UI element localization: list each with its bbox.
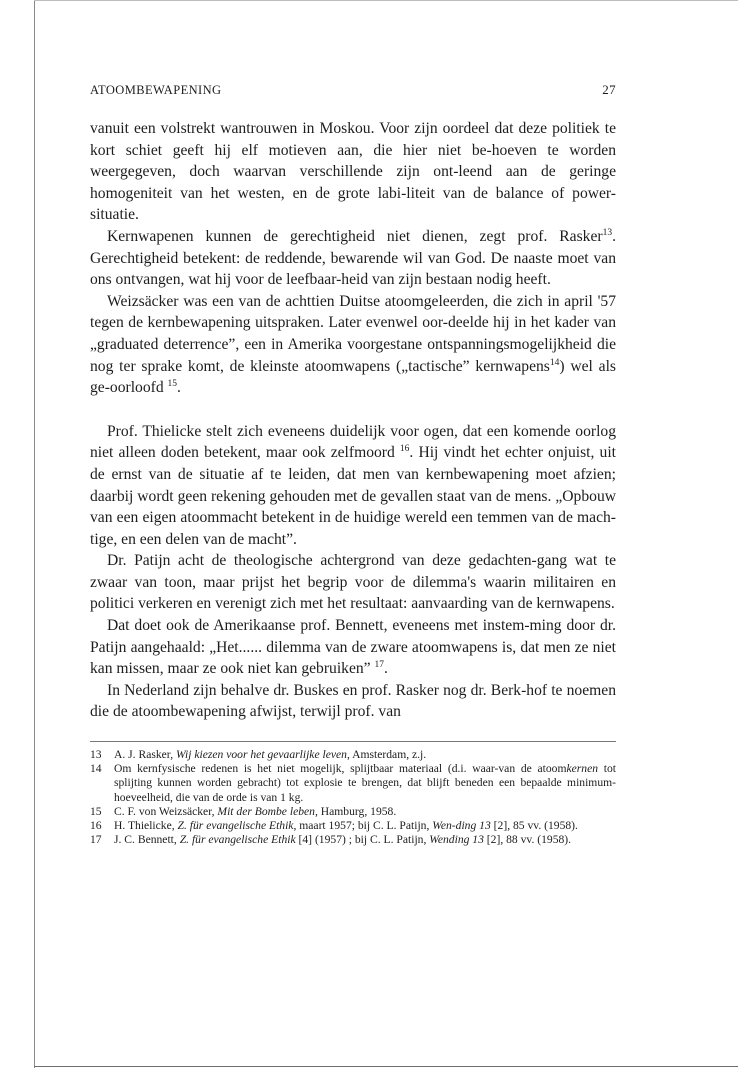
footnote-author: J. C. Bennett, (114, 833, 180, 847)
footnote-16 (90, 819, 616, 833)
paragraph-4 (90, 421, 616, 551)
footnote-divider (90, 741, 616, 742)
footnote-number: 16 (90, 819, 102, 833)
footnote-rest: [2], 88 vv. (1958). (483, 833, 572, 847)
paragraph-4-text-b: . Hij vindt het echter onjuist, uit de ernst van de situatie af te leiden, dat men van kernbewapening moet afzien; daarbij wordt geen rekening gehouden met de gevallen staat van de mens. „Opbouw van een eigen atoommacht betekent in de huidige wereld een temmen van de mach-tige, en een delen van de macht”. (90, 444, 616, 548)
footnote-14 (90, 762, 616, 805)
footnote-mid: [4] (1957) ; bij C. L. Patijn, (295, 833, 430, 847)
footnote-author: C. F. von Weizsäcker, (114, 804, 218, 818)
footnote-text (114, 805, 616, 819)
footnote-text (114, 833, 616, 847)
paragraph-2 (90, 226, 616, 291)
paragraph-6 (90, 615, 616, 680)
footnote-title-2: Wen-ding 13 (432, 819, 491, 833)
paragraph-3-text-a: Weizsäcker was een van de achttien Duitse atoomgeleerden, die zich in april '57 tegen de kernbewapening uitspraken. Later evenwel oor-deelde hij in het kader van „graduated deterrence”, een in Amerika voorgestane ontspanningsmogelijkheid die nog ter sprake komt, de kleinste atoomwapens („tactische” kernwapens (90, 292, 616, 375)
footnote-author: H. Thielicke, (114, 819, 178, 833)
paragraph-3-text-b: ) wel als ge-oorloofd (90, 357, 616, 397)
footnote-title: Z. für evangelische Ethik (177, 819, 294, 833)
scan-edge-left (34, 0, 35, 1068)
footnote-title-2: Wending 13 (429, 833, 484, 847)
page-number: 27 (602, 82, 616, 97)
footnote-text-b: tot splijting kunnen worden gebracht) tot explosie te brengen, dat blijft beneden een bepaalde minimum-hoeveelheid, die van de orde is van 1 kg. (114, 762, 617, 804)
footnote-number: 17 (90, 833, 102, 847)
paragraph-6-text-b: . (384, 660, 388, 678)
footnote-emphasis: kernen (566, 762, 599, 776)
footnote-number: 14 (90, 762, 102, 776)
footnote-ref-14[interactable]: 14 (549, 357, 560, 368)
footnotes (90, 748, 616, 847)
footnote-ref-17[interactable]: 17 (374, 660, 384, 671)
footnote-15 (90, 805, 616, 819)
footnote-17 (90, 833, 616, 847)
paragraph-6-text-a: Dat doet ook de Amerikaanse prof. Bennett, eveneens met instem-ming door dr. Patijn aangehaald: „Het...... dilemma van de zware atoomwapens is, dat men ze niet kan missen, maar ze ook niet kan gebruiken” (90, 617, 616, 678)
footnote-text (114, 762, 616, 805)
paragraph-2-text-a: Kernwapenen kunnen de gerechtigheid niet dienen, zegt prof. Rasker (107, 227, 603, 245)
paragraph-5: Dr. Patijn acht de theologische achtergrond van deze gedachten-gang wat te zwaar van toon, maar prijst het begrip voor de dilemma's waarin militairen en politici verkeren en verenigt zich met het resultaat: aanvaarding van de kernwapens. (90, 552, 616, 613)
footnote-number: 13 (90, 748, 102, 762)
running-header (90, 82, 616, 102)
paragraph-1: vanuit een volstrekt wantrouwen in Moskou. Voor zijn oordeel dat deze politiek te kort schiet geeft hij elf motieven aan, die hier niet be-hoeven te worden weergegeven, doch waarvan verschillende zijn ont-leend aan de geringe homogeniteit van het westen, en de grote labi-liteit van de balance of power-situatie. (90, 120, 616, 224)
footnote-ref-15[interactable]: 15 (167, 379, 178, 390)
footnote-ref-16[interactable]: 16 (399, 444, 410, 455)
footnote-rest: , Hamburg, 1958. (314, 804, 397, 818)
running-title: ATOOMBEWAPENING (90, 83, 222, 97)
paragraph-3 (90, 291, 616, 399)
footnote-text-a: Om kernfysische redenen is het niet mogelijk, splijtbaar materiaal (d.i. waar-van de atoom (114, 762, 567, 776)
footnote-number: 15 (90, 804, 102, 818)
footnote-mid: , maart 1957; bij C. L. Patijn, (293, 819, 433, 833)
body-text (90, 118, 616, 723)
paragraph-4-text-a: Prof. Thielicke stelt zich eveneens duidelijk voor ogen, dat een komende oorlog niet alleen doden betekent, maar ook zelfmoord (90, 422, 616, 462)
footnote-text (114, 748, 616, 762)
footnote-author: A. J. Rasker, (114, 748, 177, 762)
footnote-title: Z. für evangelische Ethik (179, 833, 296, 847)
paragraph-3-text-c: . (177, 379, 181, 397)
footnote-ref-13[interactable]: 13 (602, 227, 613, 238)
paragraph-2-text-b: . Gerechtigheid betekent: de reddende, bewarende wil van God. De naaste moet van ons ontvangen, wat hij voor de leefbaar-heid van zijn bestaan nodig heeft. (90, 227, 616, 289)
footnote-13 (90, 748, 616, 762)
scan-edge-top (34, 0, 738, 1)
footnote-title: Mit der Bombe leben (217, 804, 315, 818)
footnote-text (114, 819, 616, 833)
book-page (90, 82, 616, 847)
footnote-rest: [2], 85 vv. (1958). (490, 819, 578, 833)
footnote-title: Wij kiezen voor het gevaarlijke leven (176, 748, 347, 762)
paragraph-7: In Nederland zijn behalve dr. Buskes en prof. Rasker nog dr. Berk-hof te noemen die de atoombewapening afwijst, terwijl prof. van (90, 681, 616, 721)
scan-edge-bottom (34, 1066, 738, 1067)
footnote-rest: , Amsterdam, z.j. (346, 748, 427, 762)
